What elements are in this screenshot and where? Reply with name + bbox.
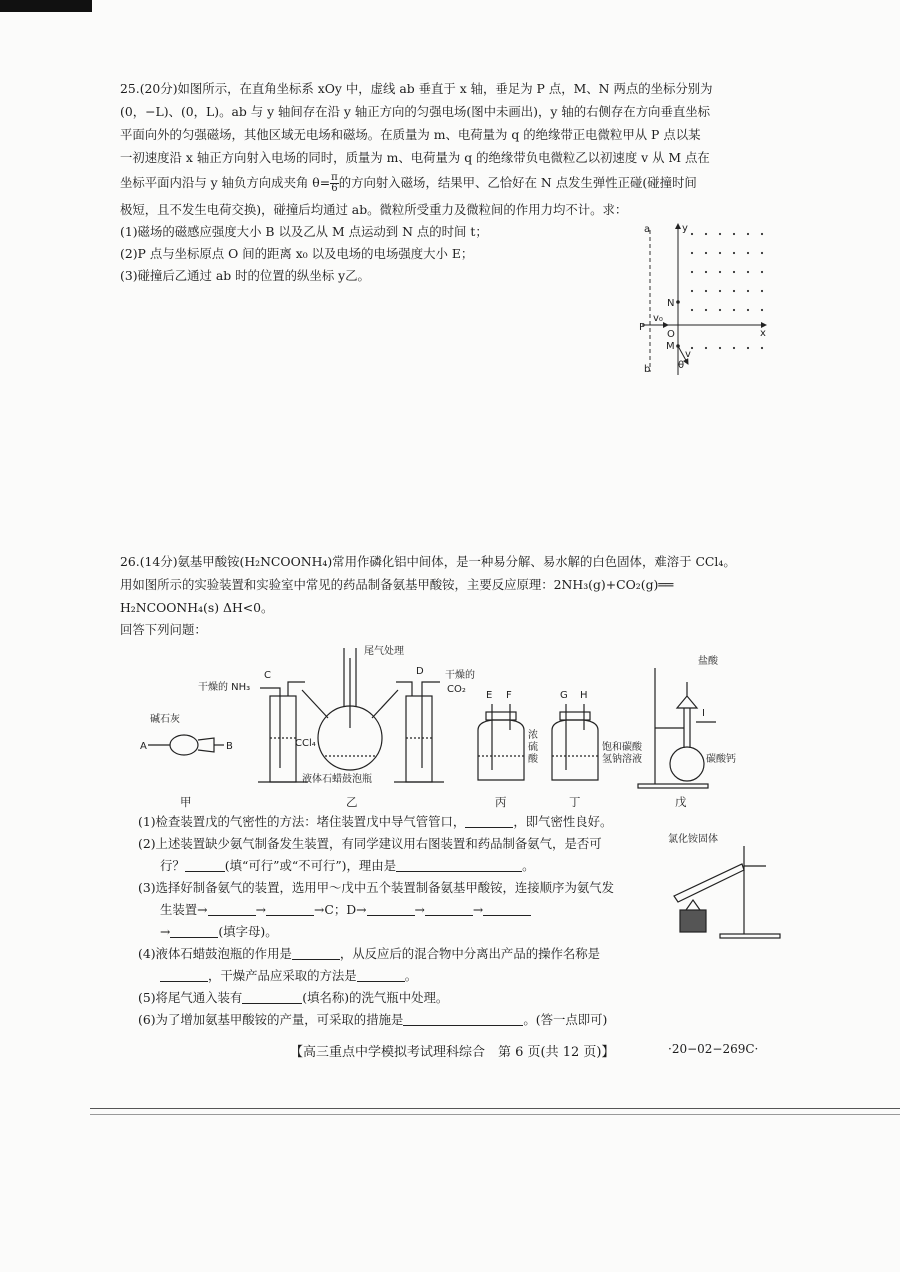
field-dot — [691, 347, 693, 349]
q26-line1: 26.(14分)氨基甲酸铵(H₂NCOONH₄)常用作磷化铝中间体，是一种易分解、易水解的白色固体，难溶于 CCl₄。 — [120, 554, 736, 569]
blank-3b[interactable] — [266, 902, 314, 916]
label-nahco3-2: 氢钠溶液 — [602, 754, 642, 765]
field-dot — [733, 290, 735, 292]
scan-corner-mark — [0, 0, 92, 12]
theta-fraction: $\frac{\pi}{6}$ — [331, 172, 338, 194]
label-I: I — [702, 708, 705, 719]
scan-edge-line-2 — [90, 1114, 900, 1115]
blank-6[interactable] — [403, 1012, 523, 1026]
label-conc-1: 浓 — [528, 730, 538, 741]
q25-line3: 平面向外的匀强磁场，其他区域无电场和磁场。在质量为 m、电荷量为 q 的绝缘带正电微粒甲从 P 点以某 — [120, 127, 701, 142]
field-dot — [747, 233, 749, 235]
q26-line4: 回答下列问题： — [120, 622, 207, 637]
field-dot — [747, 290, 749, 292]
field-dot — [761, 290, 763, 292]
field-dot — [747, 271, 749, 273]
field-dot — [761, 271, 763, 273]
apparatus-bing-bottle — [478, 704, 524, 780]
label-v: v — [685, 349, 691, 360]
field-dot — [761, 252, 763, 254]
field-dot — [733, 309, 735, 311]
label-N: N — [667, 298, 675, 309]
apparatus-jia-drying-tube — [148, 735, 224, 755]
scan-edge-line — [90, 1108, 900, 1109]
label-dry-co2-1: 干燥的 — [445, 670, 475, 681]
label-caco3: 碳酸钙 — [706, 754, 736, 765]
label-D: D — [416, 666, 424, 677]
q26-line3: H₂NCOONH₄(s) ΔH<0。 — [120, 600, 274, 615]
page-footer-code: ·20−02−269C· — [668, 1042, 759, 1056]
label-H: H — [580, 690, 588, 701]
q26-sub4b: ，干燥产品应采取的方法是 。 — [160, 966, 417, 984]
field-dot — [719, 309, 721, 311]
label-O: O — [667, 329, 675, 340]
q26-apparatus-figure — [140, 638, 736, 810]
label-C: C — [264, 670, 271, 681]
field-dot — [733, 271, 735, 273]
blank-5[interactable] — [242, 990, 302, 1004]
q26-sub5: (5)将尾气通入装有 (填名称)的洗气瓶中处理。 — [138, 990, 449, 1005]
field-dot — [733, 252, 735, 254]
field-dot — [705, 271, 707, 273]
q26-sub3a: (3)选择好制备氨气的装置，选用甲～戊中五个装置制备氨基甲酸铵，连接顺序为氨气发 — [138, 880, 615, 895]
ammonia-generator-figure — [664, 830, 784, 940]
blank-2b[interactable] — [396, 858, 522, 872]
field-dot — [719, 271, 721, 273]
q25-line5: 坐标平面内沿与 y 轴负方向成夹角 θ= $\frac{\pi}{6}$ 的方向射入磁场，结果甲、乙恰好在 N 点发生弹性正碰(碰撞时间 — [120, 172, 697, 194]
label-v0: v₀ — [653, 313, 663, 324]
label-F: F — [506, 690, 512, 701]
q26-sub2a: (2)上述装置缺少氨气制备发生装置，有同学建议用右图装置和药品制备氨气，是否可 — [138, 836, 602, 851]
field-dot — [705, 347, 707, 349]
field-dot — [719, 252, 721, 254]
label-dry-nh3: 干燥的 NH₃ — [198, 682, 251, 693]
field-dot — [733, 233, 735, 235]
label-G: G — [560, 690, 568, 701]
blank-3e[interactable] — [483, 902, 531, 916]
label-conc-2: 硫 — [528, 742, 538, 753]
label-dry-co2-2: CO₂ — [447, 684, 466, 695]
q25-line2: (0，−L)、(0，L)。ab 与 y 轴间存在沿 y 轴正方向的匀强电场(图中未画出)，y 轴的右侧存在方向垂直坐标 — [120, 104, 711, 119]
field-dot — [747, 347, 749, 349]
blank-1[interactable] — [465, 814, 513, 828]
label-wu: 戊 — [675, 795, 687, 809]
label-x: x — [760, 328, 766, 339]
q26-line2: 用如图所示的实验装置和实验室中常见的药品制备氨基甲酸铵，主要反应原理：2NH₃(g)+CO₂(g)══ — [120, 577, 674, 592]
blank-4a[interactable] — [292, 946, 340, 960]
field-dot — [705, 233, 707, 235]
q26-sub6: (6)为了增加氨基甲酸铵的产量，可采取的措施是 。(答一点即可) — [138, 1012, 608, 1027]
field-dot — [691, 271, 693, 273]
apparatus-wu-generator — [638, 668, 716, 788]
point-N — [676, 300, 680, 304]
label-ding: 丁 — [569, 795, 581, 809]
apparatus-yi-three-neck-flask — [302, 648, 398, 770]
field-dot — [761, 347, 763, 349]
label-soda-lime: 碱石灰 — [150, 714, 180, 725]
label-P: P — [639, 322, 646, 333]
q26-sub3b: 生装置→ → →C；D→ → → — [160, 900, 531, 918]
field-dot — [719, 233, 721, 235]
blank-3d[interactable] — [425, 902, 473, 916]
label-M: M — [666, 341, 675, 352]
q25-line6: 极短，且不发生电荷交换)，碰撞后均通过 ab。微粒所受重力及微粒间的作用力均不计。求： — [120, 202, 628, 217]
magnetic-field-dots — [691, 233, 763, 349]
blank-4b[interactable] — [160, 968, 208, 982]
q26-sub3c: → (填字母)。 — [160, 924, 278, 939]
q25-sub1: (1)磁场的磁感应强度大小 B 以及乙从 M 点运动到 N 点的时间 t； — [120, 224, 488, 239]
q26-sub1: (1)检查装置戊的气密性的方法：堵住装置戊中导气管管口， ，即气密性良好。 — [138, 814, 613, 829]
blank-3a[interactable] — [208, 902, 256, 916]
label-y: y — [682, 223, 688, 234]
field-dot — [719, 347, 721, 349]
apparatus-c-bubbler — [258, 682, 308, 782]
q26-sub4a: (4)液体石蜡鼓泡瓶的作用是 ，从反应后的混合物中分离出产品的操作名称是 — [138, 946, 601, 961]
q25-sub3: (3)碰撞后乙通过 ab 时的位置的纵坐标 y乙。 — [120, 268, 370, 283]
label-jia: 甲 — [180, 795, 192, 809]
label-ccl4: CCl₄ — [295, 738, 316, 749]
blank-2a[interactable] — [185, 858, 225, 872]
field-dot — [733, 347, 735, 349]
q25-sub2: (2)P 点与坐标原点 O 间的距离 x₀ 以及电场的电场强度大小 E； — [120, 246, 474, 261]
label-E: E — [486, 690, 493, 701]
label-B: B — [226, 741, 233, 752]
field-dot — [719, 290, 721, 292]
label-nh4cl: 氯化铵固体 — [668, 834, 718, 845]
apparatus-d-bubbler — [394, 682, 444, 782]
q26-sub2b: 行？ (填“可行”或“不可行”)，理由是 。 — [160, 858, 535, 873]
label-tail-gas: 尾气处理 — [364, 646, 404, 657]
label-A: A — [140, 741, 147, 752]
field-dot — [691, 290, 693, 292]
q25-line4: 一初速度沿 x 轴正方向射入电场的同时，质量为 m、电荷量为 q 的绝缘带负电微粒乙以初速度 v 从 M 点在 — [120, 150, 710, 165]
blank-4c[interactable] — [357, 968, 405, 982]
label-conc-3: 酸 — [528, 754, 538, 765]
field-dot — [691, 233, 693, 235]
label-a: a — [644, 224, 651, 235]
label-nahco3-1: 饱和碳酸 — [602, 742, 642, 753]
label-bing: 丙 — [495, 795, 507, 809]
field-dot — [691, 252, 693, 254]
field-dot — [761, 233, 763, 235]
q25-line1: 25.(20分)如图所示，在直角坐标系 xOy 中，虚线 ab 垂直于 x 轴，垂足为 P 点，M、N 两点的坐标分别为 — [120, 81, 713, 96]
field-dot — [747, 252, 749, 254]
field-dot — [747, 309, 749, 311]
label-b: b — [644, 364, 651, 375]
apparatus-ding-bottle — [552, 704, 598, 780]
field-dot — [705, 252, 707, 254]
blank-3f[interactable] — [170, 924, 218, 938]
field-dot — [705, 290, 707, 292]
field-dot — [705, 309, 707, 311]
q25-coordinate-figure — [636, 220, 776, 380]
label-paraffin: 液体石蜡鼓泡瓶 — [302, 774, 372, 785]
label-yi: 乙 — [346, 795, 358, 809]
field-dot — [761, 309, 763, 311]
page-footer-title: 【高三重点中学模拟考试理科综合 第 6 页(共 12 页)】 — [290, 1045, 615, 1060]
label-theta: θ — [678, 360, 685, 371]
label-hcl: 盐酸 — [698, 656, 718, 667]
field-dot — [691, 309, 693, 311]
blank-3c[interactable] — [367, 902, 415, 916]
